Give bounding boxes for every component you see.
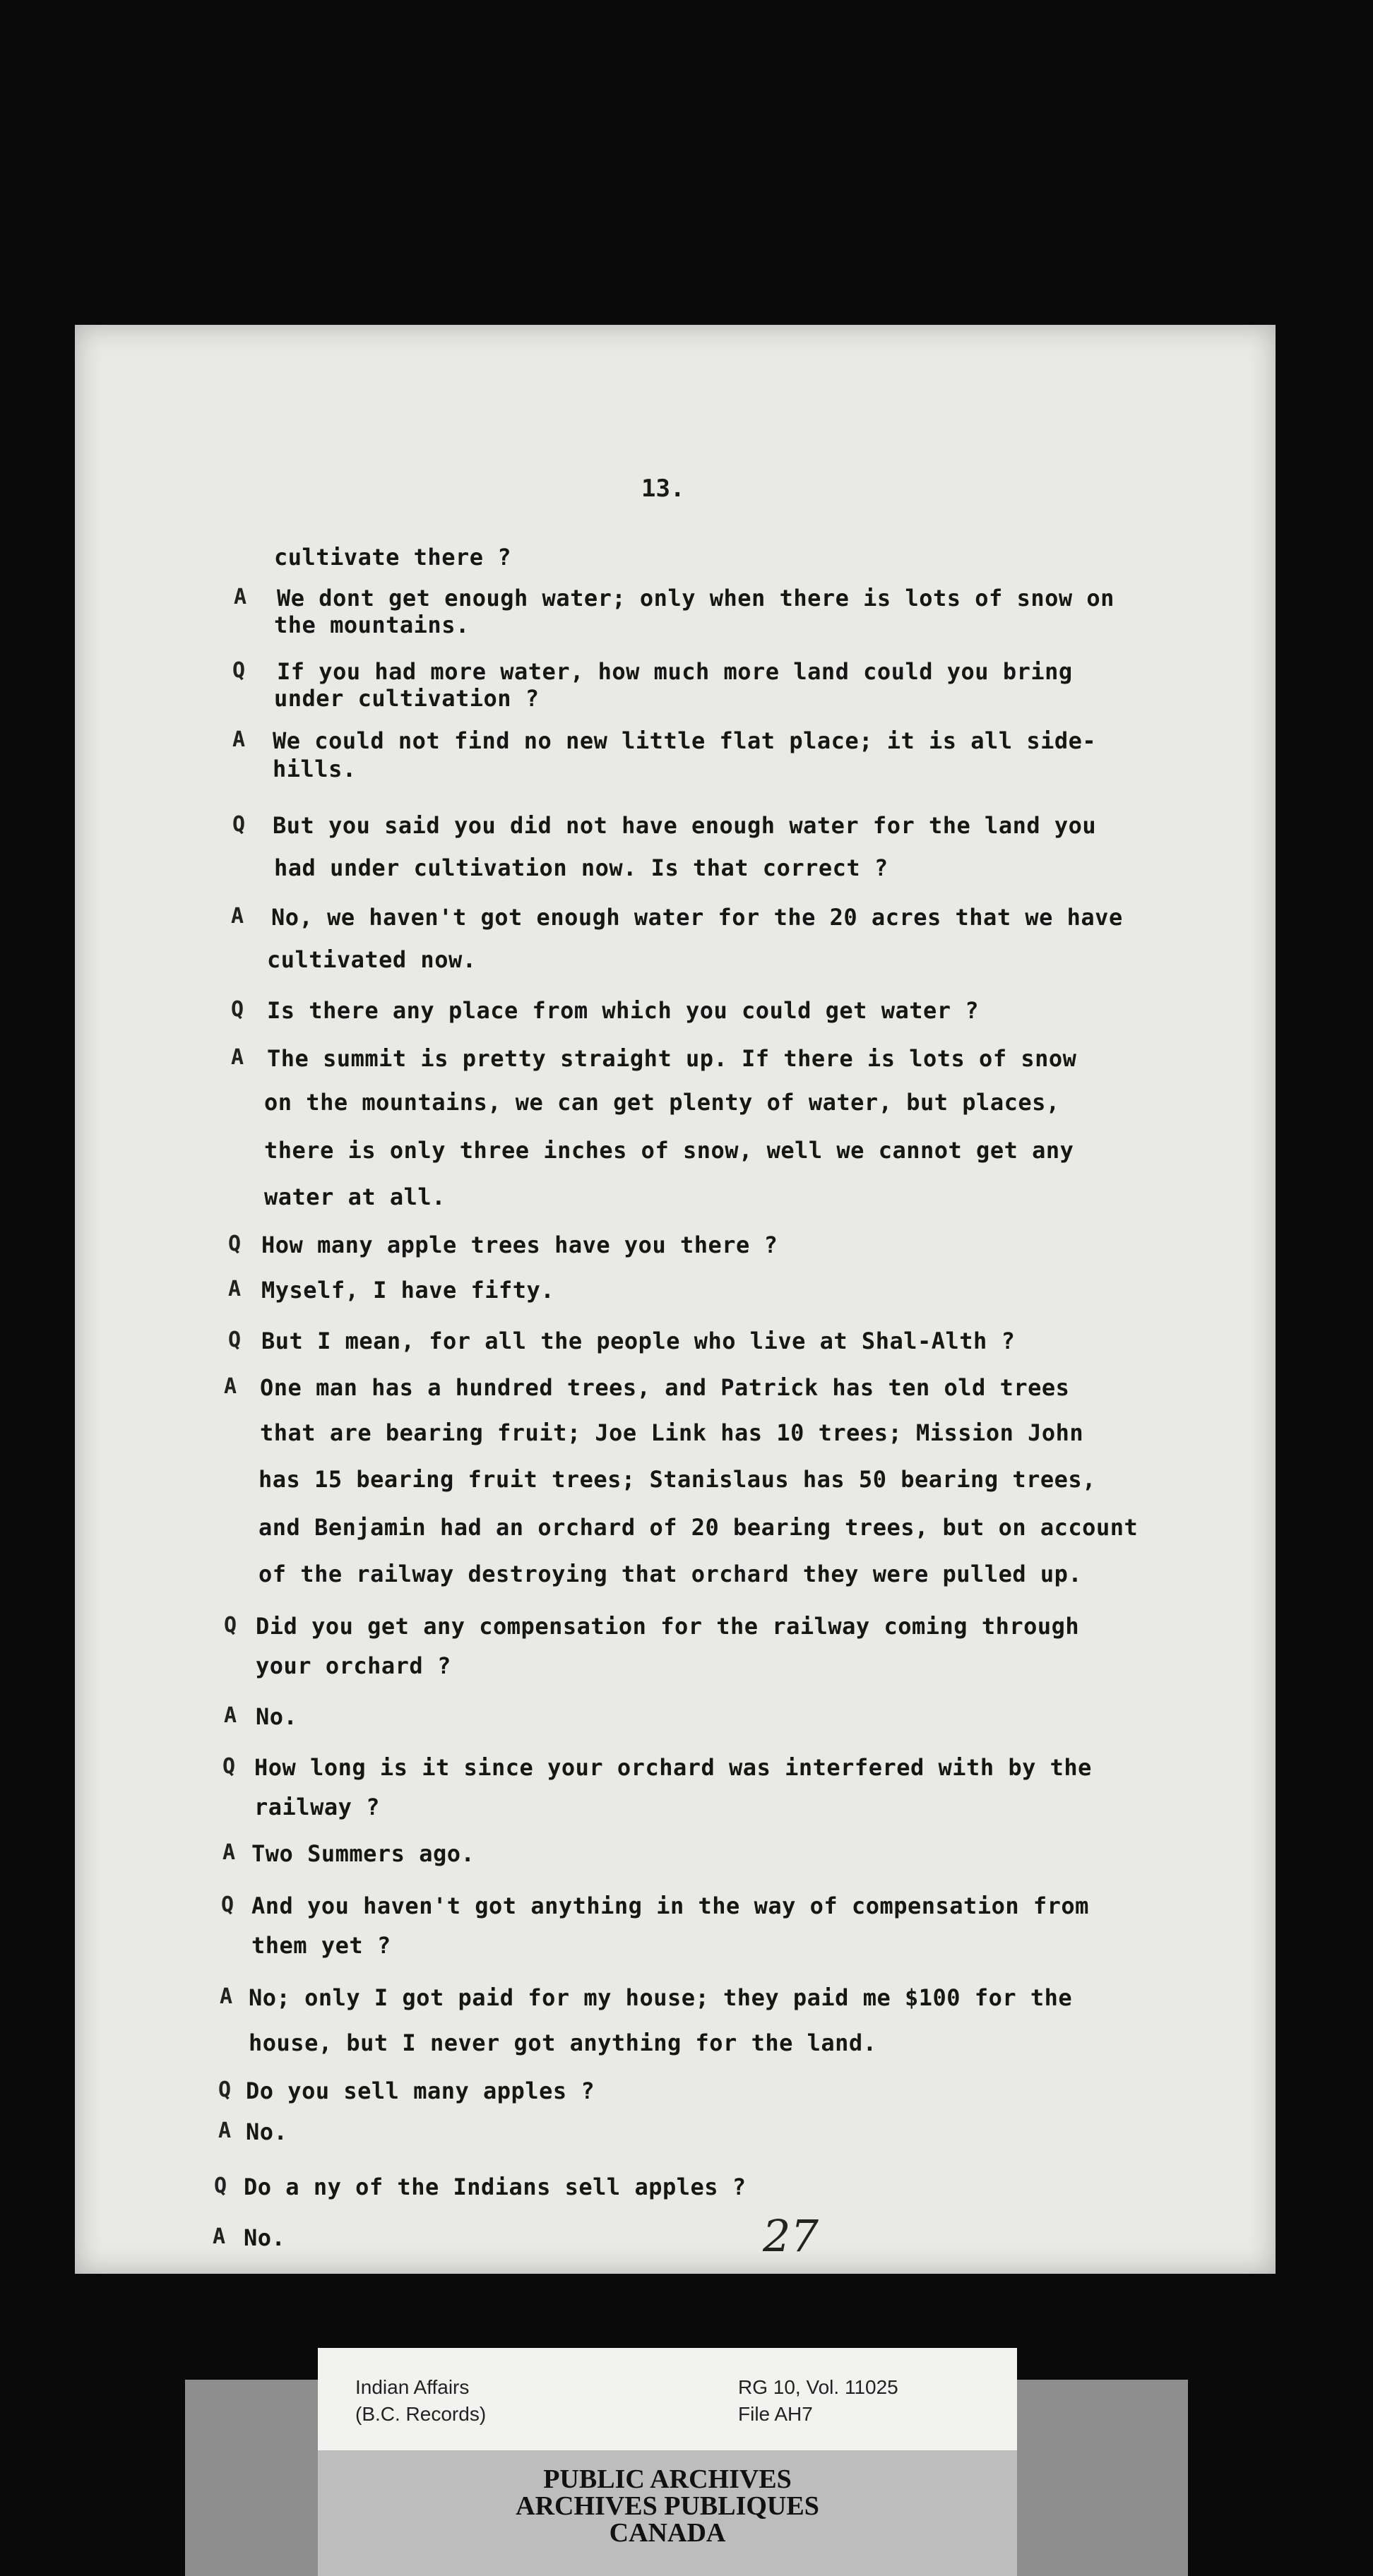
transcript-text: No. [246, 2118, 288, 2145]
transcript-text: water at all. [264, 1183, 446, 1210]
transcript-text: Do a ny of the Indians sell apples ? [244, 2174, 747, 2200]
transcript-text: No, we haven't got enough water for the 20 acres that we have [271, 904, 1123, 931]
answer-marker: A [223, 1703, 237, 1728]
transcript-text: them yet ? [251, 1932, 391, 1959]
document-page [75, 325, 1276, 2274]
transcript-text: there is only three inches of snow, well we cannot get any [264, 1137, 1074, 1164]
answer-marker: A [218, 2118, 232, 2143]
transcript-text: railway ? [254, 1794, 380, 1820]
transcript-text: hills. [273, 756, 357, 782]
transcript-text: cultivate there ? [274, 544, 512, 571]
transcript-text: Do you sell many apples ? [246, 2077, 595, 2104]
transcript-text: We could not find no new little flat place; it is all side- [273, 727, 1097, 754]
transcript-text: house, but I never got anything for the land. [249, 2029, 877, 2056]
answer-marker: A [223, 1374, 237, 1399]
transcript-text: And you haven't got anything in the way of compensation from [251, 1892, 1089, 1919]
transcript-text: How many apple trees have you there ? [261, 1232, 778, 1258]
question-marker: Q [227, 1328, 242, 1352]
transcript-text: has 15 bearing fruit trees; Stanislaus has 50 bearing trees, [258, 1466, 1096, 1493]
answer-marker: A [212, 2224, 226, 2249]
answer-marker: A [230, 904, 244, 929]
question-marker: Q [223, 1613, 237, 1638]
answer-marker: A [232, 727, 246, 752]
stamp-line-french: ARCHIVES PUBLIQUES [516, 2491, 819, 2521]
transcript-text: If you had more water, how much more land could you bring [277, 658, 1073, 685]
stamp-line-country: CANADA [609, 2518, 726, 2548]
handwritten-folio-number: 27 [763, 2210, 819, 2262]
answer-marker: A [222, 1840, 236, 1865]
question-marker: Q [220, 1892, 234, 1917]
question-marker: Q [230, 997, 244, 1022]
transcript-text: Myself, I have fifty. [261, 1277, 555, 1304]
transcript-text: Did you get any compensation for the railway coming through [256, 1613, 1080, 1640]
collection-subtitle: (B.C. Records) [355, 2403, 487, 2425]
transcript-text: and Benjamin had an orchard of 20 bearing trees, but on account [258, 1514, 1139, 1541]
answer-marker: A [227, 1277, 242, 1301]
transcript-text: No. [244, 2224, 286, 2251]
question-marker: Q [222, 1754, 236, 1779]
transcript-text: of the railway destroying that orchard they were pulled up. [258, 1561, 1083, 1587]
question-marker: Q [232, 812, 246, 837]
answer-marker: A [230, 1045, 244, 1070]
transcript-text: One man has a hundred trees, and Patrick has ten old trees [260, 1374, 1070, 1401]
transcript-text: Two Summers ago. [251, 1840, 475, 1867]
question-marker: Q [213, 2174, 227, 2198]
file-reference: File AH7 [738, 2403, 813, 2425]
stamp-line-english: PUBLIC ARCHIVES [543, 2464, 792, 2494]
transcript-text: Is there any place from which you could get water ? [267, 997, 980, 1024]
transcript-text: the mountains. [274, 612, 470, 638]
public-archives-stamp [318, 2450, 1017, 2576]
question-marker: Q [227, 1232, 242, 1256]
transcript-text: The summit is pretty straight up. If there is lots of snow [267, 1045, 1077, 1072]
page-number: 13. [641, 475, 685, 503]
transcript-text: on the mountains, we can get plenty of water, but places, [264, 1089, 1060, 1116]
answer-marker: A [219, 1984, 233, 2009]
transcript-text: But you said you did not have enough water for the land you [273, 812, 1097, 839]
answer-marker: A [233, 585, 247, 609]
transcript-text: How long is it since your orchard was interfered with by the [254, 1754, 1092, 1781]
transcript-text: that are bearing fruit; Joe Link has 10 trees; Mission John [260, 1419, 1084, 1446]
transcript-text: under cultivation ? [274, 685, 540, 712]
transcript-text: had under cultivation now. Is that correct ? [274, 854, 888, 881]
transcript-text: No; only I got paid for my house; they paid me $100 for the [249, 1984, 1073, 2011]
transcript-text: But I mean, for all the people who live at Shal-Alth ? [261, 1328, 1016, 1354]
transcript-text: No. [256, 1703, 298, 1730]
transcript-text: cultivated now. [267, 946, 477, 973]
question-marker: Q [218, 2077, 232, 2102]
collection-name: Indian Affairs [355, 2376, 470, 2398]
question-marker: Q [232, 658, 246, 683]
transcript-text: your orchard ? [256, 1652, 451, 1679]
transcript-text: We dont get enough water; only when there is lots of snow on [277, 585, 1115, 612]
record-group-volume: RG 10, Vol. 11025 [738, 2376, 898, 2398]
